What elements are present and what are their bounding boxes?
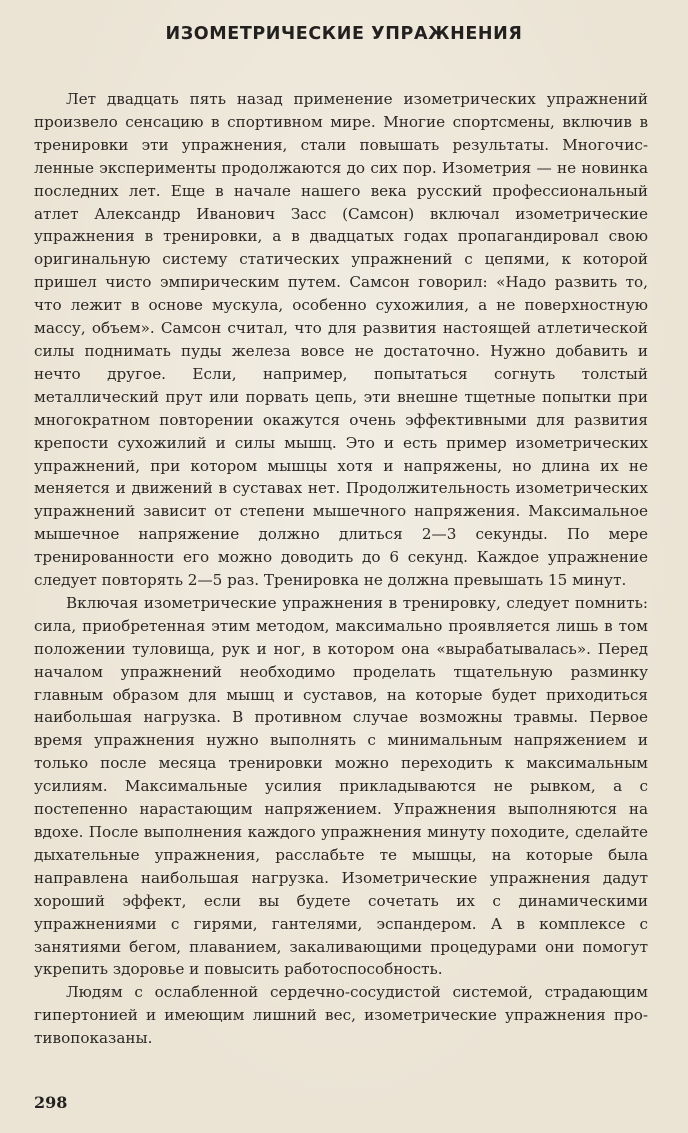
page-title: ИЗОМЕТРИЧЕСКИЕ УПРАЖНЕНИЯ xyxy=(165,24,523,44)
page-number: 298 xyxy=(34,1093,68,1112)
paragraph-3: Людям с ослабленной сердечно-сосудистой системой, страдающим гипертонией и имеющим лишний вес, изометрические упражнения противопоказаны. xyxy=(34,983,648,1048)
paragraph-2: Включая изометрические упражнения в тренировку, следует помнить: сила, приобретенная этим методом, максимально проявляется лишь в том положении туловища, рук и ног, в котором она «вырабатывалась». Перед началом упражнений необходимо проделать тщательную разминку главным образом для мышц и суставов, на которые будет приходиться наибольшая нагрузка. В противном случае возможны травмы. Первое время упражнения нужно выполнять с минимальным напряжением и только после месяца тренировки можно переходить к максимальным усилиям. Максимальные усилия прикладываются не рывком, а с постепенно нарастающим напряжением. Упражнения выполняются на вдохе. После выполнения каждого упражнения минуту походите, сделайте дыхательные упражнения, расслабьте те мышцы, на которые была направлена наибольшая нагрузка. Изометрические упражнения дадут хороший эффект, если вы будете сочетать их с динамическими упражнениями с гирями, гантелями, эспандером. А в комплексе с занятиями бегом, плаванием, закаливающими процедурами они помогут укрепить здоровье и повысить работоспособность. xyxy=(34,593,648,979)
paragraph-1: Лет двадцать пять назад применение изометрических упражнений произвело сенсацию в спортивном мире. Многие спортсмены, включив в тренировки эти упражнения, стали повышать результаты. Многочисленные эксперименты продолжаются до сих пор. Изометрия — не новинка последних лет. Еще в начале нашего века русский профессиональный атлет Александр Иванович Засс (Самсон) включал изометрические упражнения в тренировки, а в двадцатых годах пропагандировал свою оригинальную систему статических упражнений с цепями, к которой пришел чисто эмпирическим путем. Самсон говорил: «Надо развить то, что лежит в основе мускула, особенно сухожилия, а не поверхностную массу, объем». Самсон считал, что для развития настоящей атлетической силы поднимать пуды железа вовсе не достаточно. Нужно добавить и нечто другое. Если, например, попытаться согнуть толстый металлический прут или порвать цепь, эти внешне тщетные попытки при многократном повторении окажутся очень эффективными для развития крепости сухожилий и силы мышц. Это и есть пример изометрических упражнений, при котором мышцы хотя и напряжены, но длина их не меняется и движений в суставах нет. Продолжительность изометрических упражнений зависит от степени мышечного напряжения. Максимальное мышечное напряжение должно длиться 2—3 секунды. По мере тренированности его можно доводить до 6 секунд. Каждое упражнение следует повторять 2—5 раз. Тренировка не должна превышать 15 минут. xyxy=(34,90,648,590)
body-text xyxy=(34,88,648,1050)
